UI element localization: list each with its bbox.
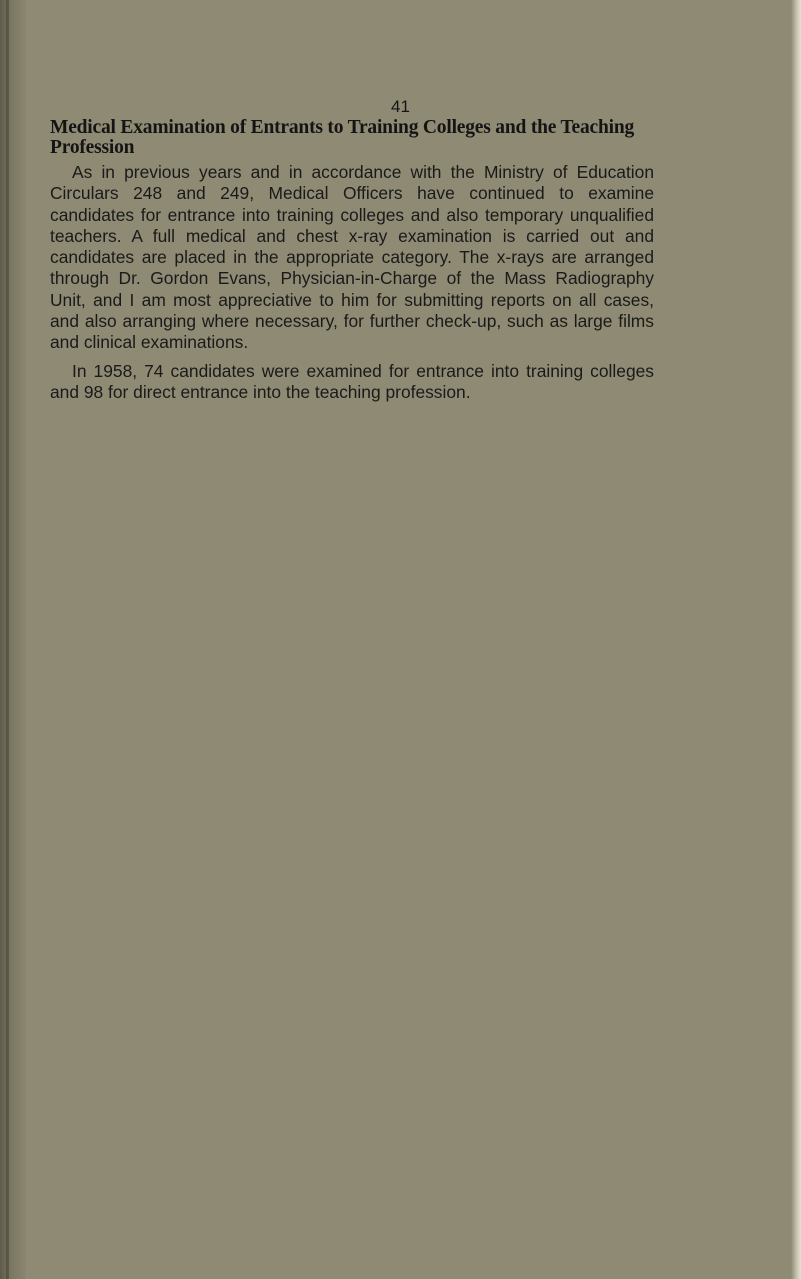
page-binding-edge — [0, 0, 26, 1279]
page-number: 41 — [391, 97, 410, 116]
paragraph-1958-statistics: In 1958, 74 candidates were examined for entrance into training colleges and 98 for direct entrance into the teaching profession. — [50, 360, 654, 402]
page-right-edge — [791, 0, 801, 1279]
paragraph-circulars: As in previous years and in accordance with the Ministry of Education Circulars 248 and 249, Medical Officers have continued to examine candidates for entrance into training colleges and also temporary unqualified teachers. A full medical and chest x-ray examination is carried out and candidates are placed in the appropriate category. The x-rays are arranged through Dr. Gordon Evans, Physician-in-Charge of the Mass Radiography Unit, and I am most appreciative to him for submitting reports on all cases, and also arranging where necessary, for further check-up, such as large films and clinical examinations. — [50, 162, 654, 353]
section-heading: Medical Examination of Entrants to Training Colleges and the Teaching Profession — [50, 117, 635, 158]
body-text — [50, 162, 654, 410]
